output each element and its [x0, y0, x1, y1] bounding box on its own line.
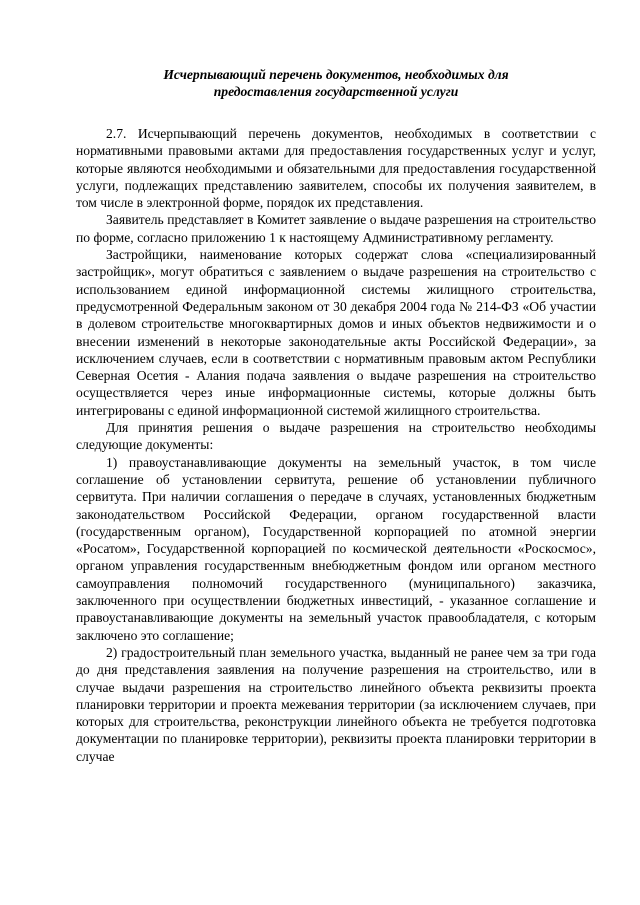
paragraph-2-7: 2.7. Исчерпывающий перечень документов, необходимых в соответствии с нормативными правовыми актами для предоставления государственных услуг и услуг, которые являются необходимыми и обязательными для предоставления государственной услуги, подлежащих представлению заявителем, способы их получения заявителем, в том числе в электронной форме, порядок их представления. [76, 126, 596, 211]
paragraph-required-documents: Для принятия решения о выдаче разрешения на строительство необходимы следующие документы: [76, 420, 596, 453]
document-title [76, 66, 596, 100]
document-title-line-2: предоставления государственной услуги [213, 84, 459, 99]
paragraph-applicant: Заявитель представляет в Комитет заявление о выдаче разрешения на строительство по форме, согласно приложению 1 к настоящему Административному регламенту. [76, 212, 596, 245]
document-title-line-1: Исчерпывающий перечень документов, необходимых для [163, 67, 509, 82]
document-page [76, 66, 596, 765]
list-item-1: 1) правоустанавливающие документы на земельный участок, в том числе соглашение об установлении сервитута, решение об установлении публичного сервитута. При наличии соглашения о передаче в случаях, установленных бюджетным законодательством Российской Федерации, органом государственной власти (государственным органом), Государственной корпорацией по атомной энергии «Росатом», Государственной корпорацией по космической деятельности «Роскосмос», органом управления государственным внебюджетным фондом или органом местного самоуправления полномочий государственного (муниципального) заказчика, заключенного при осуществлении бюджетных инвестиций, - указанное соглашение и правоустанавливающие документы на земельный участок правообладателя, с которым заключено это соглашение; [76, 454, 596, 643]
list-item-2: 2) градостроительный план земельного участка, выданный не ранее чем за три года до дня представления заявления на получение разрешения на строительство, или в случае выдачи разрешения на строительство линейного объекта реквизиты проекта планировки территории и проекта межевания территории (за исключением случаев, при которых для строительства, реконструкции линейного объекта не требуется подготовка документации по планировке территории), реквизиты проекта планировки территории в случае [76, 644, 596, 764]
paragraph-developers: Застройщики, наименование которых содержат слова «специализированный застройщик», могут обратиться с заявлением о выдаче разрешения на строительство с использованием единой информационной системы жилищного строительства, предусмотренной Федеральным законом от 30 декабря 2004 года № 214-ФЗ «Об участии в долевом строительстве многоквартирных домов и иных объектов недвижимости и о внесении изменений в некоторые законодательные акты Российской Федерации», за исключением случаев, если в соответствии с нормативным правовым актом Республики Северная Осетия - Алания подача заявления о выдаче разрешения на строительство осуществляется через иные информационные системы, которые должны быть интегрированы с единой информационной системой жилищного строительства. [76, 247, 596, 418]
document-body [76, 125, 596, 765]
